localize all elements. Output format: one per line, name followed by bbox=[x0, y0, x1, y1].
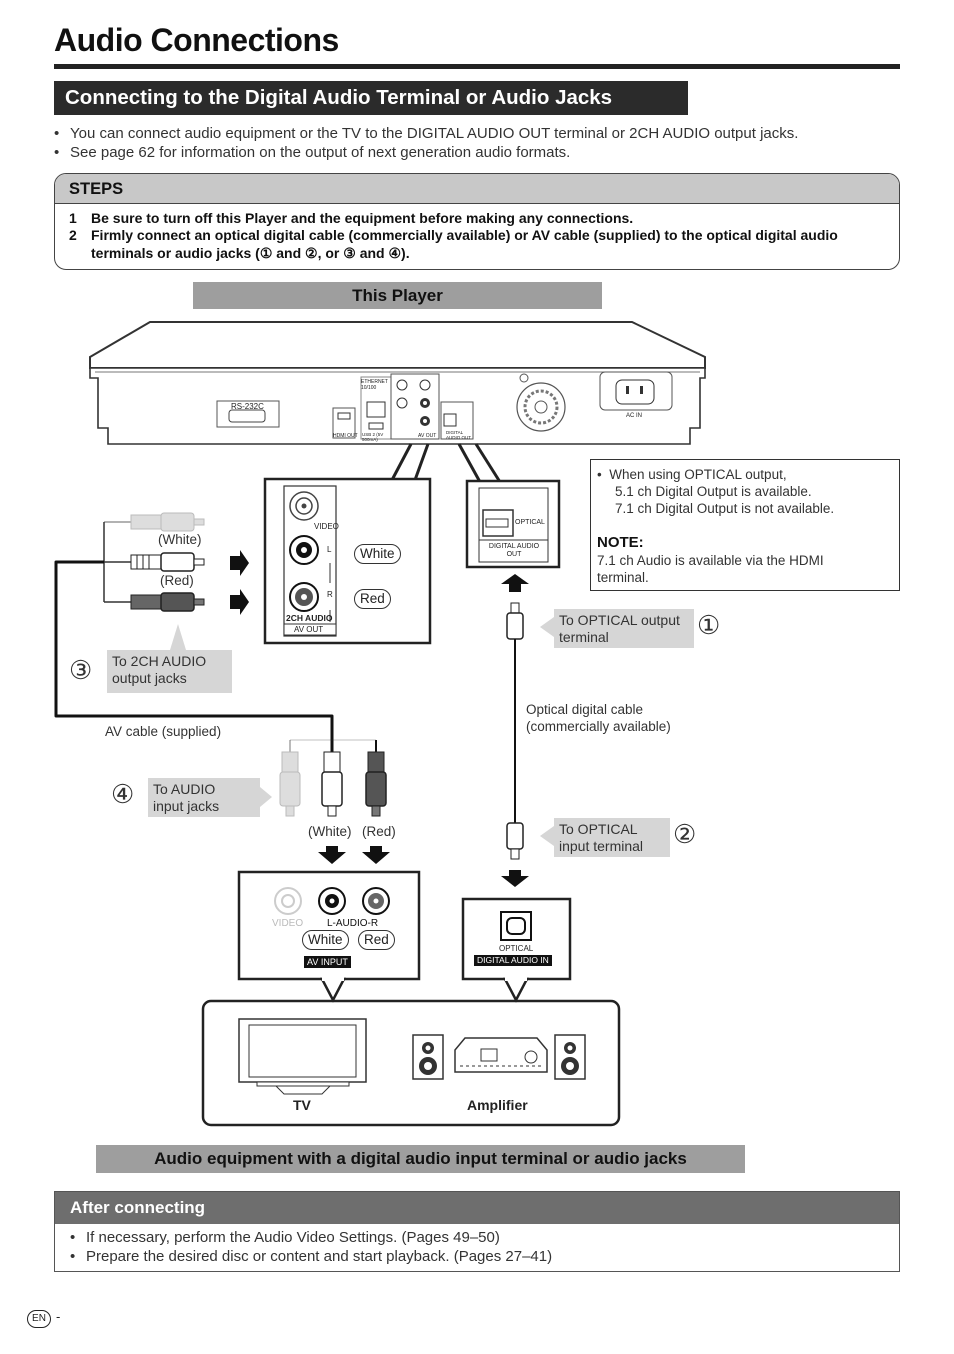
callout-optical-input bbox=[554, 818, 670, 857]
note-bullet: • When using OPTICAL output, bbox=[597, 467, 787, 482]
number-2: ② bbox=[673, 819, 697, 849]
after-connecting-heading: After connecting bbox=[55, 1192, 899, 1224]
av-input-lr-label: L-AUDIO-R bbox=[327, 918, 379, 929]
callout-2ch-line1: To 2CH AUDIO bbox=[112, 653, 207, 669]
inset-white-pill: White bbox=[354, 544, 401, 564]
after-bullet-2-text: Prepare the desired disc or content and start playback. (Pages 27–41) bbox=[86, 1248, 553, 1265]
ac-in-label: AC IN bbox=[626, 413, 643, 419]
av-input-video-label: VIDEO bbox=[272, 918, 304, 929]
note-line2: terminal. bbox=[597, 570, 649, 585]
red-plug-bottom-label: (Red) bbox=[362, 824, 396, 839]
digital-in-label: DIGITAL AUDIO IN bbox=[474, 955, 552, 966]
step-1-num: 1 bbox=[69, 210, 77, 226]
step-2-text-line1: Firmly connect an optical digital cable (commercially available) or AV cable (supplied) to the optical digital audio bbox=[91, 227, 838, 243]
usb-label: USB 2 (5V 500mA) bbox=[362, 432, 384, 442]
page-dash: - bbox=[56, 1309, 61, 1324]
callout-audio-in-line1: To AUDIO bbox=[153, 781, 216, 797]
callout-optical-out-line1: To OPTICAL output bbox=[559, 612, 680, 628]
intro-bullet-1-text: You can connect audio equipment or the TV to the DIGITAL AUDIO OUT terminal or 2CH AUDIO output jacks. bbox=[70, 125, 799, 142]
note-bullet-line1: When using OPTICAL output, bbox=[609, 467, 787, 482]
player-digital-out-label: DIGITAL AUDIO OUT bbox=[446, 430, 472, 440]
number-3: ③ bbox=[69, 655, 93, 685]
callout-optical-output bbox=[554, 609, 694, 648]
inset-video-label: VIDEO bbox=[314, 522, 339, 531]
upper-plugs bbox=[104, 513, 204, 611]
after-bullet-2: • Prepare the desired disc or content and start playback. (Pages 27–41) bbox=[70, 1248, 553, 1265]
amplifier-illustration bbox=[413, 1035, 585, 1079]
callout-audio-in-line2: input jacks bbox=[153, 798, 220, 814]
equipment-caption: Audio equipment with a digital audio input terminal or audio jacks bbox=[96, 1145, 745, 1173]
lang-badge: EN bbox=[27, 1310, 51, 1328]
inset-r-label: R bbox=[327, 590, 333, 599]
callout-optical-in-line1: To OPTICAL bbox=[559, 821, 638, 837]
ethernet-label: ETHERNET 10/100 bbox=[361, 379, 388, 391]
section-header: Connecting to the Digital Audio Terminal or Audio Jacks bbox=[54, 81, 688, 115]
inset-red-pill: Red bbox=[354, 589, 391, 609]
note-bullet-line3: 7.1 ch Digital Output is not available. bbox=[615, 501, 835, 516]
white-plug-bottom-label: (White) bbox=[308, 824, 352, 839]
amplifier-label: Amplifier bbox=[467, 1097, 528, 1113]
step-1-text: Be sure to turn off this Player and the equipment before making any connections. bbox=[91, 210, 634, 226]
intro-bullet-1: • You can connect audio equipment or the TV to the DIGITAL AUDIO OUT terminal or 2CH AUDIO output jacks. bbox=[54, 125, 799, 142]
after-connecting-box bbox=[54, 1191, 900, 1272]
after-bullet-1: • If necessary, perform the Audio Video Settings. (Pages 49–50) bbox=[70, 1229, 500, 1246]
intro-bullet-2-text: See page 62 for information on the output of next generation audio formats. bbox=[70, 144, 571, 161]
inset-digital-out-label: DIGITAL AUDIO OUT bbox=[488, 543, 540, 558]
inset-avout-label: AV OUT bbox=[294, 625, 324, 634]
note-line1: 7.1 ch Audio is available via the HDMI bbox=[597, 553, 824, 568]
av-input-white-pill: White bbox=[302, 930, 349, 950]
callout-2ch-output bbox=[107, 650, 232, 693]
inset-l-label: L bbox=[327, 545, 332, 554]
step-2-line2: terminals or audio jacks (① and ②, or ③ and ④). bbox=[91, 245, 410, 261]
tv-label: TV bbox=[293, 1097, 311, 1113]
step-2-num: 2 bbox=[69, 227, 77, 243]
intro-bullet-2: • See page 62 for information on the output of next generation audio formats. bbox=[54, 144, 571, 161]
av-cable-label: AV cable (supplied) bbox=[105, 724, 222, 739]
note-heading: NOTE: bbox=[597, 534, 644, 551]
number-4: ④ bbox=[111, 779, 135, 809]
av-input-label: AV INPUT bbox=[304, 956, 351, 968]
note-bullet-line2: 5.1 ch Digital Output is available. bbox=[615, 484, 812, 499]
hdmi-label: HDMI OUT bbox=[333, 433, 358, 439]
number-1: ① bbox=[697, 610, 721, 640]
this-player-label: This Player bbox=[193, 282, 602, 309]
callout-audio-input bbox=[148, 778, 260, 817]
digital-in-optical-label: OPTICAL bbox=[499, 944, 534, 953]
tv-illustration bbox=[239, 1019, 366, 1094]
callout-2ch-line2: output jacks bbox=[112, 670, 187, 686]
steps-heading: STEPS bbox=[55, 174, 899, 204]
red-plug-label: (Red) bbox=[160, 573, 194, 588]
white-plug-label: (White) bbox=[158, 532, 202, 547]
player-av-out-label: AV OUT bbox=[418, 433, 437, 439]
av-input-red-pill: Red bbox=[358, 930, 395, 950]
optical-cable-label-line1: Optical digital cable bbox=[526, 702, 644, 717]
inset-optical-label: OPTICAL bbox=[515, 519, 545, 526]
player-illustration bbox=[90, 322, 705, 444]
page-title: Audio Connections bbox=[54, 22, 339, 58]
lower-plugs bbox=[280, 752, 386, 816]
rs232c-label: RS-232C bbox=[231, 402, 264, 411]
callout-optical-in-line2: input terminal bbox=[559, 838, 644, 854]
inset-2ch-label: 2CH AUDIO bbox=[286, 613, 333, 623]
note-box bbox=[590, 459, 900, 591]
optical-cable-label-line2: (commercially available) bbox=[526, 719, 671, 734]
after-bullet-1-text: If necessary, perform the Audio Video Settings. (Pages 49–50) bbox=[86, 1229, 500, 1246]
callout-optical-out-line2: terminal bbox=[559, 629, 609, 645]
